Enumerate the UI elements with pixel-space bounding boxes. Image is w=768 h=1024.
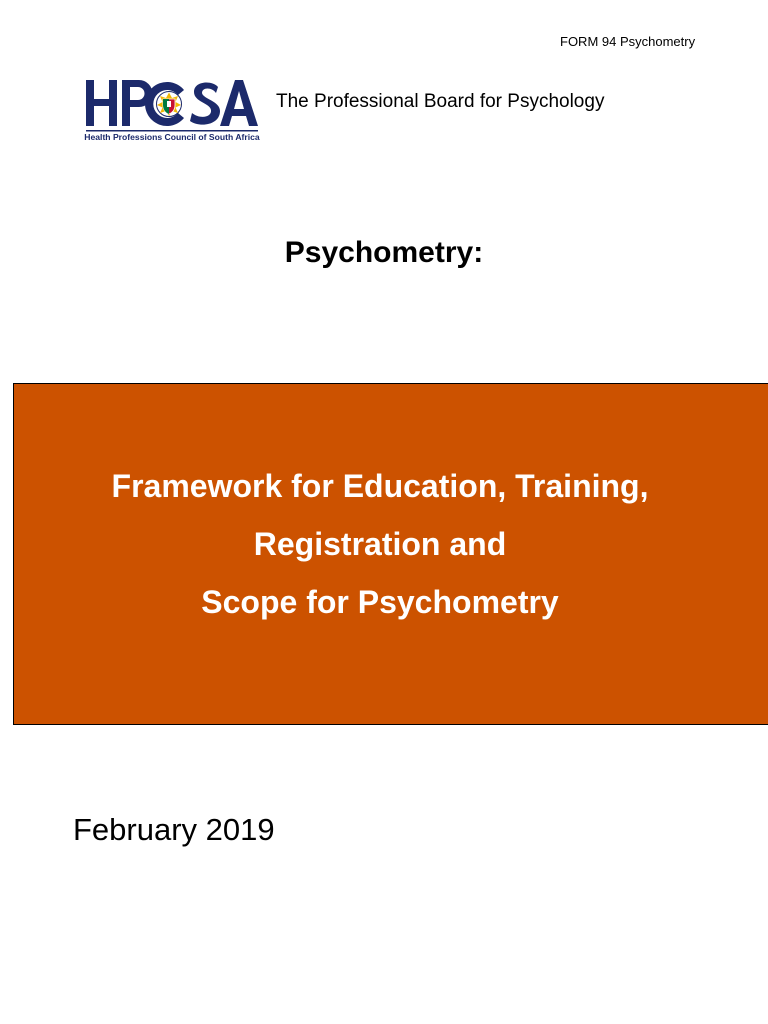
- hpcsa-logo: [84, 78, 260, 146]
- logo-subtitle: Health Professions Council of South Africa: [84, 132, 260, 142]
- hpcsa-logo-graphic: [84, 78, 260, 146]
- publication-date: February 2019: [73, 812, 275, 847]
- title-line-3: Scope for Psychometry: [201, 584, 559, 620]
- title-line-1: Framework for Education, Training,: [111, 468, 649, 504]
- title-banner: [13, 383, 768, 725]
- form-number-label: FORM 94 Psychometry: [560, 34, 696, 49]
- title-line-2: Registration and: [253, 526, 507, 562]
- document-heading: Psychometry:: [284, 236, 484, 269]
- board-title: The Professional Board for Psychology: [276, 91, 605, 112]
